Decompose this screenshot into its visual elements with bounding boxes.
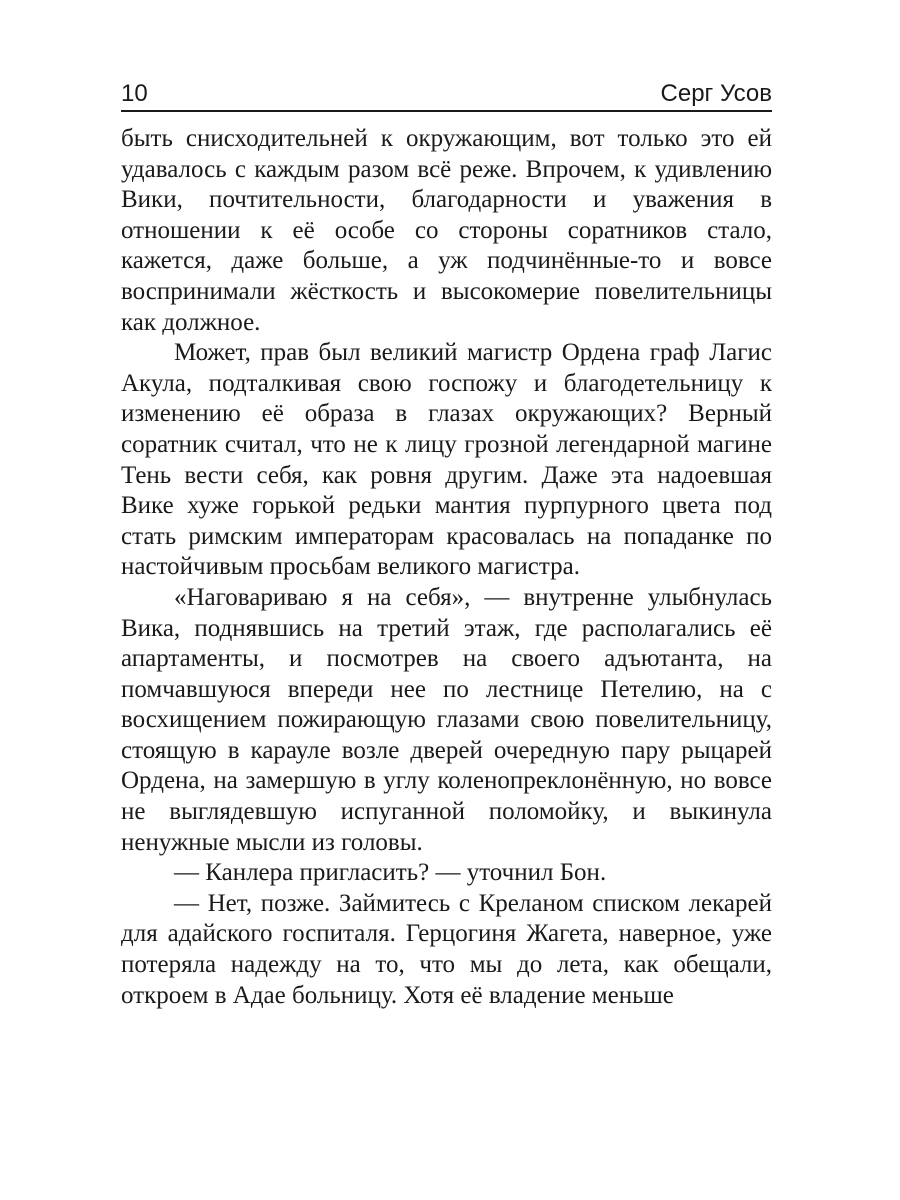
page-number: 10 [121,80,148,107]
paragraph-3: «Наговариваю я на себя», — внутренне улыбнулась Вика, поднявшись на третий этаж, где располагались её апартаменты, и посмотрев на своего адъютанта, на помчавшуюся впереди нее по лестнице Петелию, на с восхищением пожирающую глазами свою повелительницу, стоящую в карауле возле дверей очередную пару рыцарей Ордена, на замершую в углу коленопреклонённую, но вовсе не выглядевшую испуганной поломойку, и выкинула ненужные мысли из головы. [121,583,772,856]
paragraph-2: Может, прав был великий магистр Ордена граф Лагис Акула, подталкивая свою госпожу и благодетельницу к изменению её образа в глазах окружающих? Верный соратник считал, что не к лицу грозной легендарной магине Тень вести себя, как ровня другим. Даже эта надоевшая Вике хуже горькой редьки мантия пурпурного цвета под стать римским императорам красовалась на попаданке по настойчивым просьбам великого магистра. [121,339,772,581]
paragraph-5: — Нет, позже. Займитесь с Креланом списком лекарей для адайского госпиталя. Герцогиня Жагета, наверное, уже потеряла надежду на то, что мы до лета, как обещали, откроем в Адае больницу. Хотя её владение меньше [121,889,772,1009]
running-head-author: Серг Усов [660,80,772,107]
body-text [121,124,772,1011]
paragraph-1: быть снисходительней к окружающим, вот только это ей удавалось с каждым разом всё реже. Впрочем, к удивлению Вики, почтительности, благодарности и уважения в отношении к её особе со стороны соратников стало, кажется, даже больше, а уж подчинённые-то и вовсе воспринимали жёсткость и высокомерие повелительницы как должное. [121,125,772,336]
paragraph-4: — Канлера пригласить? — уточнил Бон. [174,859,607,887]
running-header [121,80,772,112]
